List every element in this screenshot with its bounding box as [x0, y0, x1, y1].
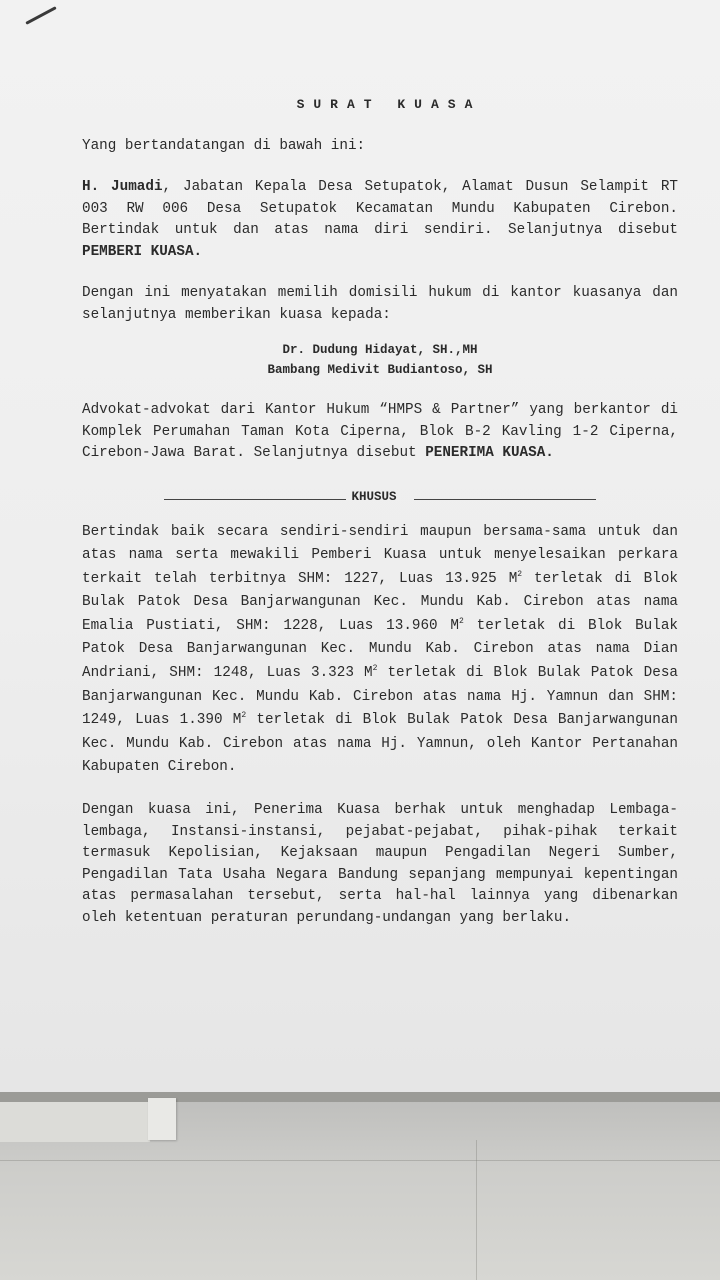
heading-rule-right — [414, 499, 596, 500]
letter-body — [82, 94, 678, 929]
floor-tile-line — [476, 1140, 477, 1280]
scope-text: terletak di Blok Bulak Patok Desa Banjarwangunan Kec. Mundu Kab. Cirebon atas nama Dian Andriani, SHM: 1248, Luas 3.323 M — [82, 617, 678, 682]
page-edge-shadow — [0, 1092, 720, 1102]
superscript: 2 — [517, 569, 523, 579]
attorney-name: Bambang Medivit Budiantoso, SH — [267, 363, 493, 377]
attorney-name: Dr. Dudung Hidayat, SH.,MH — [282, 343, 478, 357]
paper-tab — [148, 1098, 176, 1140]
pen-mark — [25, 6, 56, 25]
authority-paragraph: Dengan kuasa ini, Penerima Kuasa berhak untuk menghadap Lembaga- lembaga, Instansi-instansi, pejabat-pejabat, pihak-pihak terkait termasuk Kepolisian, Kejaksaan maupun Pengadilan Negeri Sumber, Pengadilan Tata Usaha Negara Bandung sepanjang mempunyai kepentingan atas permasalahan tersebut, serta hal-hal lainnya yang dibenarkan oleh ketentuan peraturan perundang-undangan yang berlaku. — [82, 802, 678, 926]
superscript: 2 — [459, 617, 464, 627]
grantor-details: , Jabatan Kepala Desa Setupatok, Alamat Dusun Selampit RT 003 RW 006 Desa Setupatok Kecamatan Mundu Kabupaten Cirebon. Bertindak untuk dan atas nama diri sendiri. Selanjutnya disebut — [82, 179, 678, 238]
heading-rule-left — [164, 499, 346, 500]
scope-paragraph — [82, 521, 678, 781]
scope-text: Bertindak baik secara sendiri-sendiri maupun bersama-sama untuk dan atas nama serta mewakili Pemberi Kuasa untuk menyelesaikan perkara terkait telah terbitnya SHM: 1227, Luas 13.925 M — [82, 523, 678, 587]
scope-text: terletak di Blok Bulak Patok Desa Banjarwangunan Kec. Mundu Kab. Cirebon atas nama Emalia Pustiati, SHM: 1228, Luas 13.960 M — [82, 570, 678, 634]
floor-tile-line — [0, 1160, 720, 1161]
scope-text: terletak di Blok Bulak Patok Desa Banjarwangunan Kec. Mundu Kab. Cirebon atas nama Hj. Yamnun dan SHM: 1249, Luas 1.390 M — [82, 665, 678, 729]
grantor-role: PEMBERI KUASA. — [82, 243, 203, 260]
grantor-paragraph — [82, 177, 678, 263]
grantor-name: H. Jumadi — [82, 179, 163, 195]
firm-role: PENERIMA KUASA. — [425, 445, 554, 461]
firm-paragraph — [82, 400, 678, 465]
firm-text: Advokat-advokat dari Kantor Hukum “HMPS & Partner” yang berkantor di Komplek Perumahan Taman Kota Ciperna, Blok B-2 Kavling 1-2 Ciperna, Cirebon-Jawa Barat. Selanjutnya disebut — [82, 402, 678, 461]
underlying-page — [0, 1102, 150, 1142]
section-heading — [82, 487, 678, 509]
domicile-paragraph: Dengan ini menyatakan memilih domisili hukum di kantor kuasanya dan selanjutnya memberikan kuasa kepada: — [82, 285, 678, 323]
scope-text: terletak di Blok Bulak Patok Desa Banjarwangunan Kec. Mundu Kab. Cirebon atas nama Hj. Yamnun, oleh Kantor Pertanahan Kabupaten Cirebon. — [82, 712, 678, 776]
intro-line: Yang bertandatangan di bawah ini: — [82, 137, 366, 154]
superscript: 2 — [372, 664, 378, 674]
attorney-list — [82, 340, 678, 380]
document-title: SURAT KUASA — [296, 97, 482, 112]
section-heading-label: KHUSUS — [351, 489, 397, 504]
superscript: 2 — [241, 711, 247, 721]
